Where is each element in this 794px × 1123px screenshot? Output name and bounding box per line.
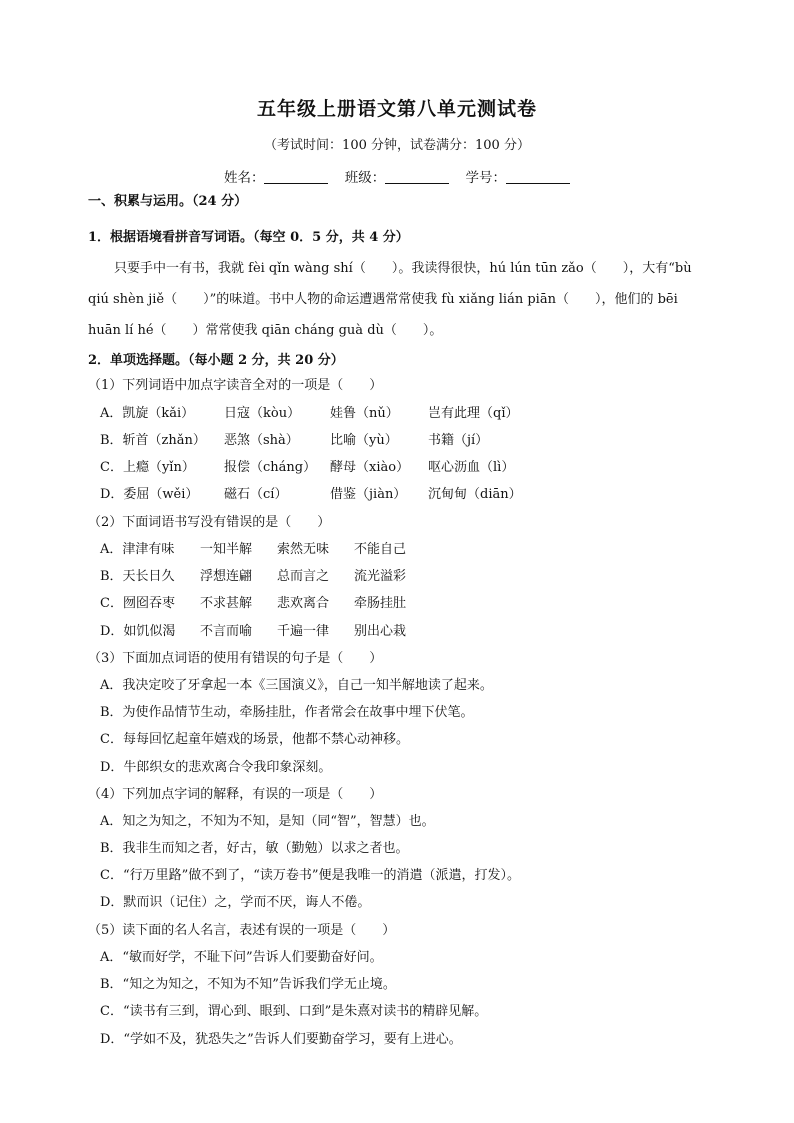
sub-question-stem: （3）下面加点词语的使用有错误的句子是（ ） bbox=[88, 651, 383, 666]
student-info bbox=[0, 166, 794, 186]
option-d[interactable]: D．牛郎织女的悲欢离合令我印象深刻。 bbox=[100, 760, 332, 775]
question-1-line: qiú shèn jiě（ ）”的味道。书中人物的命运遭遇常常使我 fù xiǎng lián piān（ ），他们的 bēi bbox=[88, 292, 678, 307]
option-item: A．津津有味 bbox=[100, 542, 175, 557]
section-heading: 一、积累与运用。（24 分） bbox=[88, 194, 248, 209]
option-item: 不求甚解 bbox=[200, 596, 253, 611]
option-b[interactable]: B．我非生而知之者，好古，敏（勤勉）以求之者也。 bbox=[100, 841, 409, 856]
id-blank[interactable] bbox=[506, 171, 570, 184]
class-blank[interactable] bbox=[385, 171, 449, 184]
option-a[interactable]: A．知之为知之，不知为不知，是知（同“智”，智慧）也。 bbox=[100, 814, 435, 829]
option-item: D．委屈（wěi） bbox=[100, 487, 199, 502]
option-row-a[interactable] bbox=[100, 402, 518, 421]
option-item: 恶煞（shà） bbox=[224, 433, 299, 448]
class-label: 班级： bbox=[344, 170, 386, 186]
option-item: 岂有此理（qǐ） bbox=[428, 406, 519, 421]
option-row-a[interactable] bbox=[100, 538, 406, 557]
option-row-c[interactable] bbox=[100, 456, 514, 475]
option-item: B．斩首（zhǎn） bbox=[100, 433, 206, 448]
option-item: 不言而喻 bbox=[200, 624, 253, 639]
sub-question-stem: （1）下列词语中加点字读音全对的一项是（ ） bbox=[88, 378, 383, 393]
option-item: 磁石（cí） bbox=[224, 487, 288, 502]
question-1-line: 只要手中一有书，我就 fèi qǐn wàng shí（ ）。我读得很快，hú lún tūn zǎo（ ），大有“bù bbox=[114, 261, 692, 276]
class-field[interactable] bbox=[345, 166, 450, 186]
option-item: 书籍（jí） bbox=[428, 433, 489, 448]
name-field[interactable] bbox=[224, 166, 329, 186]
option-item: A．凯旋（kǎi） bbox=[100, 406, 195, 421]
sub-question-stem: （2）下面词语书写没有错误的是（ ） bbox=[88, 515, 331, 530]
question-2-heading: 2．单项选择题。（每小题 2 分，共 20 分） bbox=[88, 353, 344, 368]
option-d[interactable]: D．默而识（记住）之，学而不厌，诲人不倦。 bbox=[100, 895, 371, 910]
option-item: 不能自己 bbox=[354, 542, 407, 557]
option-row-d[interactable] bbox=[100, 620, 406, 639]
option-item: 索然无味 bbox=[277, 542, 330, 557]
option-item: C．上瘾（yǐn） bbox=[100, 460, 195, 475]
option-item: 呕心沥血（lì） bbox=[428, 460, 515, 475]
option-b[interactable]: B．“知之为知之，不知为不知”告诉我们学无止境。 bbox=[100, 977, 396, 992]
name-label: 姓名： bbox=[223, 170, 265, 186]
option-item: D．如饥似渴 bbox=[100, 624, 176, 639]
name-blank[interactable] bbox=[264, 171, 328, 184]
option-item: 悲欢离合 bbox=[277, 596, 330, 611]
option-item: 牵肠挂肚 bbox=[354, 596, 407, 611]
option-item: 沉甸甸（diān） bbox=[428, 487, 522, 502]
option-b[interactable]: B．为使作品情节生动，牵肠挂肚，作者常会在故事中埋下伏笔。 bbox=[100, 705, 474, 720]
option-d[interactable]: D．“学如不及，犹恐失之”告诉人们要勤奋学习，要有上进心。 bbox=[100, 1032, 462, 1047]
option-item: 别出心栽 bbox=[354, 624, 407, 639]
option-c[interactable]: C．每每回忆起童年嬉戏的场景，他都不禁心动神移。 bbox=[100, 732, 409, 747]
id-field[interactable] bbox=[466, 166, 571, 186]
exam-subtitle: （考试时间：100 分钟，试卷满分：100 分） bbox=[264, 138, 530, 153]
sub-question-stem: （4）下列加点字词的解释，有误的一项是（ ） bbox=[88, 787, 383, 802]
option-item: 日寇（kòu） bbox=[224, 406, 301, 421]
exam-title: 五年级上册语文第八单元测试卷 bbox=[256, 98, 537, 120]
id-label: 学号： bbox=[465, 170, 507, 186]
option-item: 娃鲁（nǔ） bbox=[330, 406, 399, 421]
option-item: 千遍一律 bbox=[277, 624, 330, 639]
question-1-line: huān lí hé（ ）常常使我 qiān cháng guà dù（ ）。 bbox=[88, 323, 443, 338]
option-item: C．囫囵吞枣 bbox=[100, 596, 175, 611]
option-row-b[interactable] bbox=[100, 565, 406, 584]
option-row-d[interactable] bbox=[100, 483, 522, 502]
option-item: 比喻（yù） bbox=[330, 433, 398, 448]
option-item: 报偿（cháng） bbox=[224, 460, 317, 475]
option-c[interactable]: C．“行万里路”做不到了，“读万卷书”便是我唯一的消遣（派遣，打发）。 bbox=[100, 868, 521, 883]
option-item: 酵母（xiào） bbox=[330, 460, 410, 475]
option-item: 借鉴（jiàn） bbox=[330, 487, 407, 502]
option-item: 一知半解 bbox=[200, 542, 253, 557]
option-item: B．天长日久 bbox=[100, 569, 175, 584]
option-a[interactable]: A．我决定咬了牙拿起一本《三国演义》，自己一知半解地读了起来。 bbox=[100, 678, 493, 693]
option-a[interactable]: A．“敏而好学，不耻下问”告诉人们要勤奋好问。 bbox=[100, 950, 383, 965]
option-row-c[interactable] bbox=[100, 592, 406, 611]
sub-question-stem: （5）读下面的名人名言，表述有误的一项是（ ） bbox=[88, 923, 396, 938]
option-row-b[interactable] bbox=[100, 429, 488, 448]
option-item: 浮想连翩 bbox=[200, 569, 253, 584]
option-c[interactable]: C．“读书有三到，谓心到、眼到、口到”是朱熹对读书的精辟见解。 bbox=[100, 1004, 488, 1019]
option-item: 流光溢彩 bbox=[354, 569, 407, 584]
option-item: 总而言之 bbox=[277, 569, 330, 584]
question-1-heading: 1．根据语境看拼音写词语。（每空 0．5 分，共 4 分） bbox=[88, 230, 409, 245]
